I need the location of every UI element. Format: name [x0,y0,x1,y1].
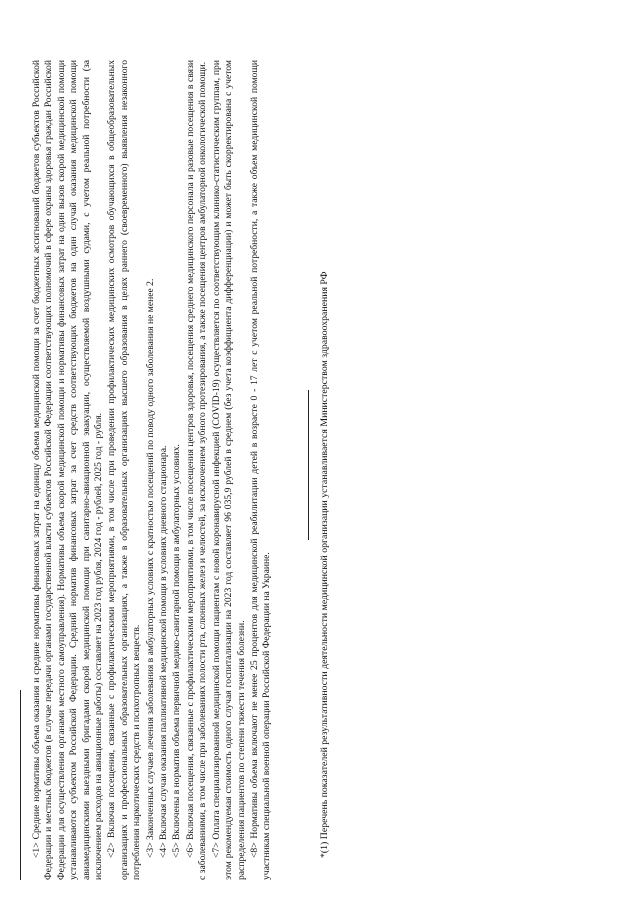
footnote-4: <4> Включая случаи оказания паллиативной медицинской помощи в условиях дневного стационара. [158,445,170,858]
rotated-content [20,60,610,880]
footnote-5: <5> Включены в норматив объема первичной медико-санитарной помощи в амбулаторных условиях. [171,444,183,858]
footnote-2: <2> Включая посещения, связанные с профилактическими мероприятиями, в том числе при проведении профилактических медицинских осмотров обучающихся в общеобразовательных организациях и профессиональных образовательных организациях, а также в образовательных организациях высшего образования в целях раннего (своевременного) выявления незаконного потребления наркотических средств и психотропных веществ. [106,60,143,880]
footnote-8: <8> Нормативы объема включают не менее 25 процентов для медицинской реабилитации детей в возрасте 0 - 17 лет с учетом реальной потребности, а также объем медицинской помощи участникам специальной военной операции Российской Федерации на Украине. [248,60,273,880]
footnote-separator [20,690,21,880]
footnote-3: <3> Законченных случаев лечения заболевания в амбулаторных условиях с кратностью посещений по поводу одного заболевания не менее 2. [144,278,156,858]
section-separator [308,390,309,540]
star-note: *(1) Перечень показателей результативности деятельности медицинской организации устанавливается Министерством здравоохранения РФ [318,271,330,858]
footnote-6: <6> Включая посещения, связанные с профилактическими мероприятиями, в том числе посещения центров здоровья, посещения среднего медицинского персонала и разовые посещения в связи с заболеваниями, в том числе при заболеваниях полости рта, слюнных желез и челюстей, за исключением зубного протезирования, а также посещения центров амбулаторной онкологической помощи. [184,60,209,880]
footnote-1: <1> Средние нормативы объема оказания и средние нормативы финансовых затрат на единицу объема медицинской помощи за счет бюджетных ассигнований бюджетов субъектов Российской Федерации и местных бюджетов (в случае передачи органами государственной власти субъектов Российской Федерации соответствующих полномочий в сфере охраны здоровья граждан Российской Федерации для осуществления органами местного самоуправления). Нормативы объема скорой медицинской помощи и нормативы финансовых затрат на один вызов скорой медицинской помощи устанавливаются субъектом Российской Федерации. Средний норматив финансовых затрат за счет средств соответствующих бюджетов на один случай оказания медицинской помощи авиамедицинскими выездными бригадами скорой медицинской помощи при санитарно-авиационной эвакуации, осуществляемой воздушными судами, с учетом реальной потребности (за исключением расходов на авиационные работы) составляет на 2023 год рубля, 2024 год - рублей, 2025 год - рубля. [31,60,105,880]
footnote-7: <7> Оплата специализированной медицинской помощи пациентам с новой коронавирусной инфекцией (COVID-19) осуществляется по соответствующим клинико-статистическим группам, при этом рекомендуемая стоимость одного случая госпитализации на 2023 год составляет 96 035,9 рублей в среднем (без учета коэффициента дифференциации) и может быть скорректирована с учетом распределения пациентов по степени тяжести течения болезни. [210,60,247,880]
